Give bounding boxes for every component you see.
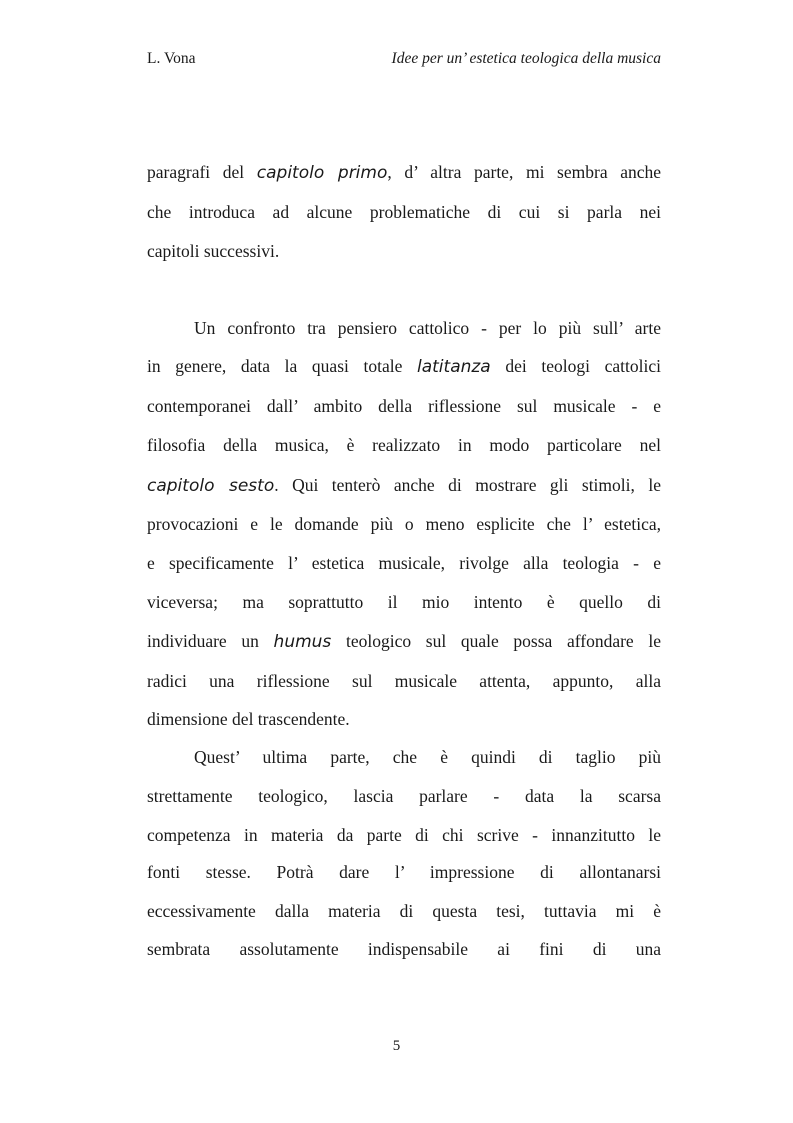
text-line: capitolo sesto. Qui tenterò anche di mostrare gli stimoli, le bbox=[147, 475, 661, 496]
emphasis-capitolo-primo: capitolo primo bbox=[256, 163, 388, 183]
emphasis-capitolo-sesto: capitolo sesto bbox=[147, 476, 275, 496]
text-line: strettamente teologico, lascia parlare - data la scarsa bbox=[147, 786, 661, 806]
text-line: paragrafi del capitolo primo, d’ altra parte, mi sembra anche bbox=[147, 162, 662, 183]
text-line: radici una riflessione sul musicale attenta, appunto, alla bbox=[147, 671, 661, 691]
text-line: Quest’ ultima parte, che è quindi di taglio più bbox=[194, 747, 661, 767]
text-line: eccessivamente dalla materia di questa tesi, tuttavia mi è bbox=[147, 901, 661, 921]
text-line: dimensione del trascendente. bbox=[147, 709, 350, 729]
text-line: fonti stesse. Potrà dare l’ impressione di allontanarsi bbox=[147, 862, 661, 882]
emphasis-latitanza: latitanza bbox=[417, 357, 491, 377]
text-line: e specificamente l’ estetica musicale, rivolge alla teologia - e bbox=[147, 553, 661, 573]
page-number: 5 bbox=[392, 1038, 401, 1054]
header-author: L. Vona bbox=[147, 50, 196, 67]
text-line: Un confronto tra pensiero cattolico - per lo più sull’ arte bbox=[194, 318, 661, 338]
header-title: Idee per un’ estetica teologica della musica bbox=[391, 50, 661, 67]
text-line: in genere, data la quasi totale latitanza dei teologi cattolici bbox=[147, 356, 661, 377]
text-line: che introduca ad alcune problematiche di cui si parla nei bbox=[147, 202, 661, 222]
text-line: competenza in materia da parte di chi scrive - innanzitutto le bbox=[147, 825, 661, 845]
text-line: provocazioni e le domande più o meno esplicite che l’ estetica, bbox=[147, 514, 661, 534]
running-header bbox=[147, 50, 661, 72]
text-line: sembrata assolutamente indispensabile ai fini di una bbox=[147, 939, 661, 959]
text-line: individuare un humus teologico sul quale possa affondare le bbox=[147, 631, 661, 652]
text-line: capitoli successivi. bbox=[147, 241, 280, 261]
emphasis-humus: humus bbox=[273, 632, 332, 652]
text-line: filosofia della musica, è realizzato in modo particolare nel bbox=[147, 435, 661, 455]
text-line: contemporanei dall’ ambito della riflessione sul musicale - e bbox=[147, 396, 661, 416]
text-line: viceversa; ma soprattutto il mio intento è quello di bbox=[147, 592, 661, 612]
